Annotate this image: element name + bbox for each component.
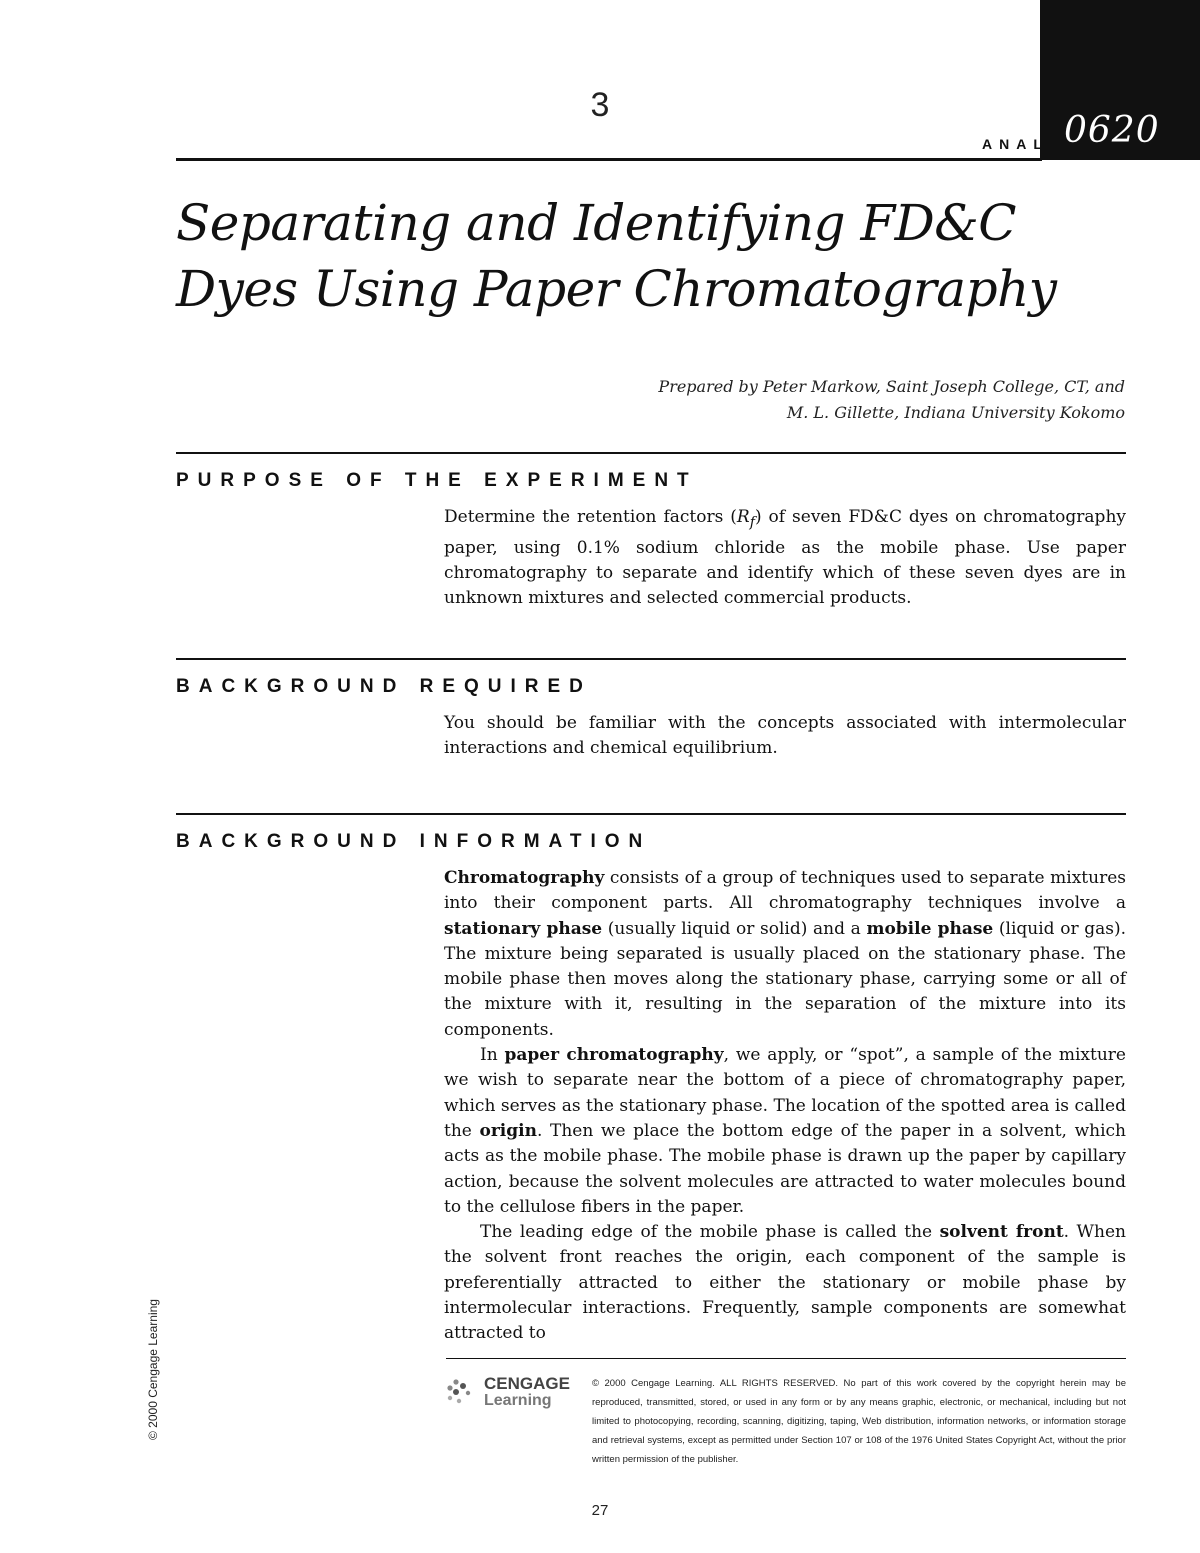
cengage-logo [446, 1374, 586, 1414]
paragraph-1-text-c: (liquid or gas). The mixture being separated is usually placed on the stationary phase. The mobile phase then moves along the stationary phase, carrying some or all of the mixture with it, resulting in the separation of the mixture into its components. [444, 918, 1127, 1040]
side-copyright-credit: © 2000 Cengage Learning [146, 1299, 160, 1440]
page-number: 27 [591, 1502, 609, 1519]
paragraph-2-text-b: , we apply, or “spot”, a sample of the mixture we wish to separate near the bottom of a piece of chromatography paper, which serves as the stationary phase. The location of the spotted area is called the [444, 1045, 1126, 1141]
term-solvent-front: solvent front [939, 1222, 1064, 1243]
page-title [176, 190, 1136, 322]
header-rule [176, 158, 1042, 161]
purpose-text [444, 505, 1126, 612]
background-required-heading: BACKGROUND REQUIRED [176, 676, 592, 697]
section-divider [176, 452, 1126, 454]
term-paper-chromatography: paper chromatography [504, 1045, 724, 1066]
background-required-text [444, 711, 1126, 762]
background-information-heading: BACKGROUND INFORMATION [176, 831, 652, 852]
byline-line-2: M. L. Gillette, Indiana University Kokomo [786, 403, 1125, 422]
background-information-text [444, 866, 1126, 1347]
author-byline [658, 374, 1125, 426]
purpose-text-b: ) of seven FD&C dyes on chromatography paper, using 0.1% sodium chloride as the mobile phase. Use paper chromatography to separate and identify which of these seven dyes are in unknown mixtures and selected commercial products. [444, 507, 1126, 609]
experiment-code: 0620 [1064, 110, 1160, 151]
paragraph-1-text-b: (usually liquid or solid) and a [602, 918, 867, 939]
term-stationary-phase: stationary phase [444, 918, 603, 939]
experiment-category: ANAL [982, 136, 1049, 152]
footer-rule [446, 1358, 1126, 1359]
rf-symbol: R [736, 507, 750, 527]
chapter-number: 3 [590, 86, 610, 124]
purpose-heading: PURPOSE OF THE EXPERIMENT [176, 470, 698, 491]
title-line-1: Separating and Identifying FD&C [176, 194, 1016, 252]
section-divider [176, 813, 1126, 815]
paragraph-3-text-a: The leading edge of the mobile phase is called the [480, 1222, 940, 1243]
purpose-text-a: Determine the retention factors ( [444, 507, 737, 527]
logo-word-learning: Learning [484, 1392, 552, 1409]
paragraph-3-text-b: . When the solvent front reaches the origin, each component of the sample is preferentially attracted to either the stationary or mobile phase by intermolecular interactions. Frequently, sample components are somewhat attracted to [444, 1222, 1126, 1344]
paragraph-1 [444, 866, 1126, 1043]
term-chromatography: Chromatography [444, 868, 605, 888]
section-divider [176, 658, 1126, 660]
rf-subscript: f [749, 514, 755, 531]
cengage-mark-icon [446, 1376, 480, 1408]
paragraph-3 [444, 1220, 1126, 1346]
term-origin: origin [479, 1120, 537, 1141]
paragraph-2-text-c: . Then we place the bottom edge of the paper in a solvent, which acts as the mobile phase. The mobile phase is drawn up the paper by capillary action, because the solvent molecules are attracted to water molecules bound to the cellulose fibers in the paper. [444, 1120, 1126, 1217]
byline-line-1: Prepared by Peter Markow, Saint Joseph College, CT, and [658, 377, 1125, 396]
paragraph-2-text-a: In [480, 1045, 505, 1066]
term-mobile-phase: mobile phase [866, 918, 994, 939]
paragraph-2 [444, 1043, 1126, 1220]
logo-word-cengage: CENGAGE [484, 1374, 570, 1393]
paragraph-1-text-a: consists of a group of techniques used to separate mixtures into their component parts. All chromatography techniques involve a [444, 868, 1126, 914]
copyright-notice: © 2000 Cengage Learning. ALL RIGHTS RESERVED. No part of this work covered by the copyright herein may be reproduced, transmitted, stored, or used in any form or by any means graphic, electronic, or mechanical, including but not limited to photocopying, recording, scanning, digitizing, taping, Web distribution, information networks, or information storage and retrieval systems, except as permitted under Section 107 or 108 of the 1976 United States Copyright Act, without the prior written permission of the publisher. [592, 1378, 1126, 1465]
title-line-2: Dyes Using Paper Chromatography [176, 260, 1057, 318]
background-required-paragraph: You should be familiar with the concepts associated with intermolecular interactions and chemical equilibrium. [444, 713, 1126, 759]
